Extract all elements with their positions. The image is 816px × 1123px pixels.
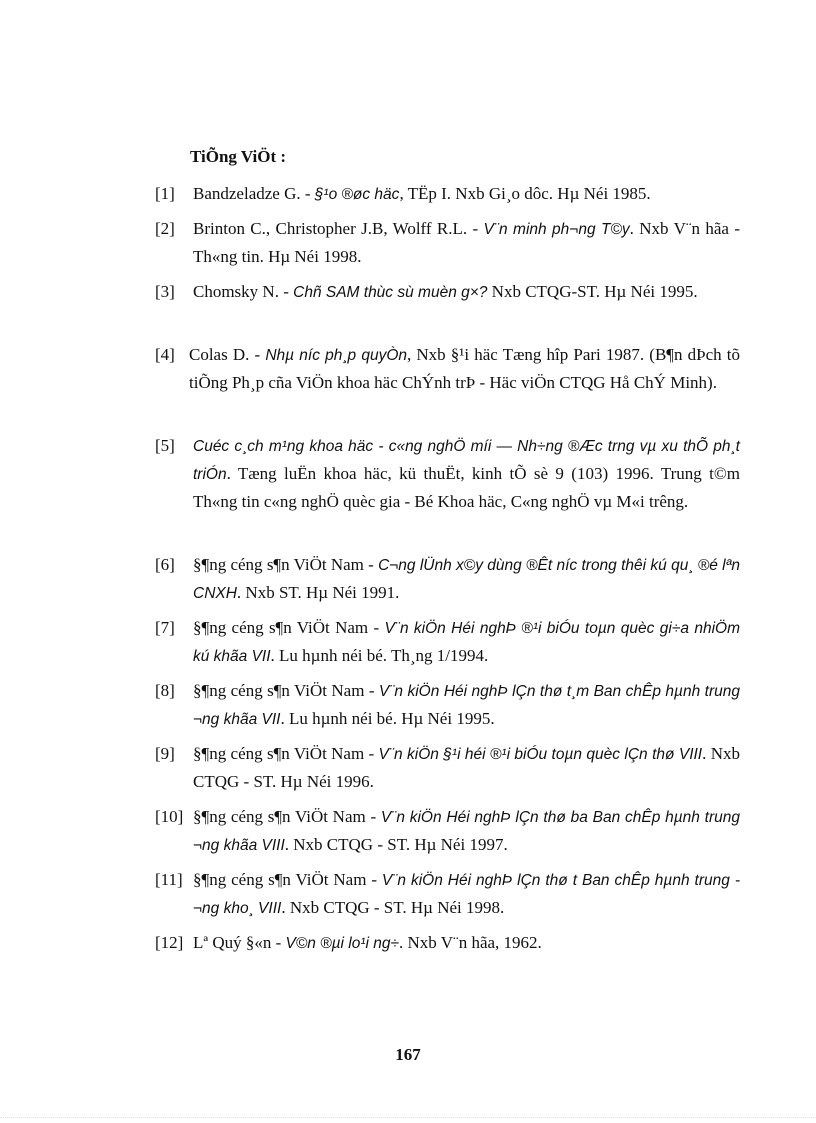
- page-bottom-divider: [0, 1117, 816, 1118]
- reference-text: [193, 677, 740, 733]
- reference-title: §¹o ®øc häc: [314, 186, 400, 203]
- reference-text: [193, 278, 740, 306]
- reference-text: [193, 740, 740, 795]
- reference-number: [10]: [155, 807, 184, 826]
- reference-text: [193, 551, 740, 607]
- reference-number: [11]: [155, 870, 183, 889]
- reference-number: [2]: [155, 219, 175, 238]
- reference-title: C¬ng lÜnh x©y dùng ®Êt níc trong thêi kú qu¸ ®é lªn CNXH: [193, 557, 740, 602]
- reference-title: Chñ SAM thùc sù muèn g×?: [293, 284, 488, 301]
- reference-number: [9]: [155, 744, 175, 763]
- reference-title: Nhµ níc ph¸p quyÒn: [265, 347, 408, 364]
- reference-number: [6]: [155, 555, 175, 574]
- reference-title: V¨n minh ph¬ng T©y: [483, 221, 630, 238]
- reference-author: Chomsky N. -: [193, 282, 294, 301]
- reference-number: [12]: [155, 933, 184, 952]
- reference-title: Cuéc c¸ch m¹ng khoa häc - c«ng nghÖ míi — Nh÷ng ®Æc trng vµ xu thÕ ph¸t triÓn: [193, 438, 740, 483]
- reference-title: V¨n kiÖn Héi nghÞ ®¹i biÓu toµn quèc gi÷a nhiÖm kú khãa VII: [193, 620, 740, 665]
- reference-details: , Nxb §¹i häc Tæng hîp Pari 1987. (B¶n dÞch tõ tiÕng Ph¸p cña ViÖn khoa häc ChÝnh trÞ - Häc viÖn CTQG Hå ChÝ Minh).: [189, 345, 741, 392]
- reference-item: [155, 341, 740, 396]
- reference-details: . Nxb CTQG - ST. Hµ Néi 1998.: [281, 898, 505, 917]
- reference-item: [155, 215, 740, 270]
- reference-text: [193, 803, 740, 859]
- reference-details: . Nxb ST. Hµ Néi 1991.: [236, 583, 400, 602]
- reference-title: V¨n kiÖn Héi nghÞ lÇn thø t Ban chÊp hµnh trung ¬ng kho¸ VIII: [193, 872, 740, 917]
- reference-item: [155, 677, 740, 733]
- reference-details: . Nxb CTQG - ST. Hµ Néi 1996.: [193, 744, 740, 791]
- reference-details: . Nxb V¨n hãa, 1962.: [399, 933, 542, 952]
- reference-text: [193, 215, 740, 270]
- reference-number: [1]: [155, 184, 175, 203]
- reference-text: [193, 180, 740, 208]
- reference-item: [155, 278, 740, 306]
- reference-item: [155, 432, 740, 515]
- reference-title: V¨n kiÖn §¹i héi ®¹i biÓu toµn quèc lÇn thø VIII: [378, 746, 703, 763]
- reference-item: [155, 614, 740, 670]
- reference-text: [193, 614, 740, 670]
- reference-number: [8]: [155, 681, 175, 700]
- reference-number: [4]: [155, 345, 175, 364]
- reference-details: . Tæng luËn khoa häc, kü thuËt, kinh tÕ sè 9 (103) 1996. Trung t©m Th«ng tin c«ng nghÖ quèc gia - Bé Khoa häc, C«ng nghÖ vµ M«i trêng.: [193, 464, 740, 511]
- reference-number: [3]: [155, 282, 175, 301]
- reference-number: [7]: [155, 618, 175, 637]
- reference-number: [5]: [155, 436, 175, 455]
- reference-item: [155, 551, 740, 607]
- reference-text: [189, 341, 740, 396]
- reference-author: Colas D. -: [189, 345, 266, 364]
- reference-author: Lª Quý §«n -: [193, 933, 286, 952]
- reference-author: §¶ng céng s¶n ViÖt Nam -: [193, 744, 379, 763]
- reference-item: [155, 803, 740, 859]
- reference-author: §¶ng céng s¶n ViÖt Nam -: [193, 555, 379, 574]
- reference-details: . Nxb V¨n hãa - Th«ng tin. Hµ Néi 1998.: [193, 219, 740, 266]
- reference-text: [193, 866, 740, 922]
- reference-details: , TËp I. Nxb Gi¸o dôc. Hµ Néi 1985.: [399, 184, 651, 203]
- page-number: 167: [395, 1045, 421, 1064]
- reference-item: [155, 929, 740, 957]
- reference-author: §¶ng céng s¶n ViÖt Nam -: [193, 681, 379, 700]
- reference-title: V©n ®µi lo¹i ng÷: [285, 935, 400, 952]
- reference-details: . Lu hµnh néi bé. Hµ Néi 1995.: [280, 709, 495, 728]
- reference-text: [193, 929, 740, 957]
- reference-author: Brinton C., Christopher J.B, Wolff R.L. -: [193, 219, 484, 238]
- reference-author: §¶ng céng s¶n ViÖt Nam -: [193, 618, 385, 637]
- reference-item: [155, 180, 740, 208]
- reference-author: §¶ng céng s¶n ViÖt Nam -: [193, 870, 382, 889]
- reference-details: Nxb CTQG-ST. Hµ Néi 1995.: [487, 282, 698, 301]
- reference-author: §¶ng céng s¶n ViÖt Nam -: [193, 807, 381, 826]
- reference-text: [193, 432, 740, 515]
- reference-details: . Nxb CTQG - ST. Hµ Néi 1997.: [284, 835, 508, 854]
- reference-author: Bandzeladze G. -: [193, 184, 315, 203]
- reference-title: V¨n kiÖn Héi nghÞ lÇn thø ba Ban chÊp hµnh trung ¬ng khãa VIII: [193, 809, 740, 854]
- reference-details: . Lu hµnh néi bé. Th¸ng 1/1994.: [270, 646, 489, 665]
- reference-title: V¨n kiÖn Héi nghÞ lÇn thø t¸m Ban chÊp hµnh trung ¬ng khãa VII: [193, 683, 740, 728]
- section-heading: TiÕng ViÖt :: [190, 147, 287, 166]
- reference-item: [155, 740, 740, 795]
- reference-item: [155, 866, 740, 922]
